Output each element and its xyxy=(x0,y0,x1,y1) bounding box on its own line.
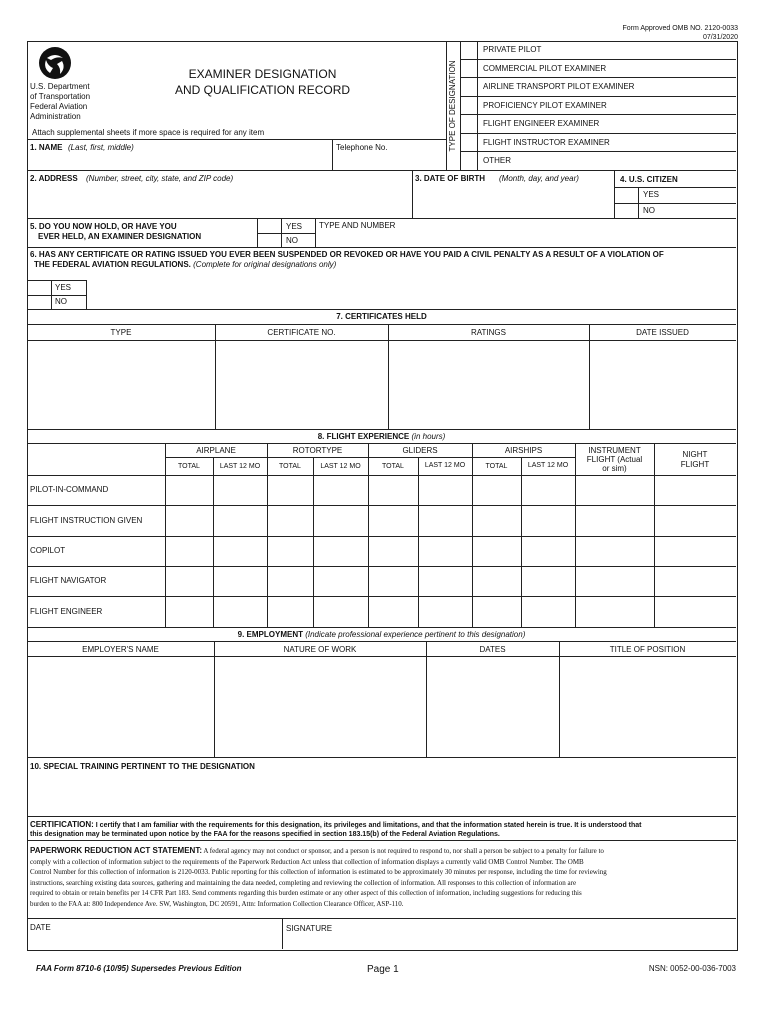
exp-group-gliders: GLIDERS xyxy=(402,446,438,455)
exp-group-rotortype: ROTORTYPE xyxy=(292,446,343,455)
exp-sub-last12: LAST 12 MO xyxy=(424,462,466,469)
exp-col-night: NIGHT FLIGHT xyxy=(680,450,710,469)
dot-logo-icon xyxy=(38,46,72,80)
designation-option-flight-engineer[interactable]: FLIGHT ENGINEER EXAMINER xyxy=(483,119,600,128)
omb-number: Form Approved OMB NO. 2120-0033 07/31/2020 xyxy=(622,25,738,41)
exp-row-flight-instruction[interactable]: FLIGHT INSTRUCTION GIVEN xyxy=(30,516,143,525)
exp-sub-total: TOTAL xyxy=(382,463,404,470)
exp-row-flight-engineer[interactable]: FLIGHT ENGINEER xyxy=(30,607,103,616)
exp-sub-total: TOTAL xyxy=(178,463,200,470)
q6-label-line1: 6. HAS ANY CERTIFICATE OR RATING ISSUED YOU EVER BEEN SUSPENDED OR REVOKED OR HAVE YOU PAID A CIVIL PENALTY AS A RESULT OF A VIOLATION OF xyxy=(30,250,664,259)
exp-col-instrument: INSTRUMENT FLIGHT (Actual or sim) xyxy=(586,446,643,473)
emp-employer-cell[interactable] xyxy=(28,657,214,757)
certificates-title: 7. CERTIFICATES HELD xyxy=(336,312,427,321)
exp-sub-total: TOTAL xyxy=(279,463,301,470)
experience-title: 8. FLIGHT EXPERIENCE (in hours) xyxy=(317,432,446,441)
signature-field[interactable]: SIGNATURE xyxy=(286,924,333,933)
cert-col-ratings: RATINGS xyxy=(471,328,506,337)
date-field[interactable]: DATE xyxy=(30,923,51,932)
cert-ratings-cell[interactable] xyxy=(389,341,589,429)
cert-col-date: DATE ISSUED xyxy=(636,328,689,337)
exp-row-flight-navigator[interactable]: FLIGHT NAVIGATOR xyxy=(30,576,107,585)
emp-col-nature: NATURE OF WORK xyxy=(283,645,357,654)
nsn-number: NSN: 0052-00-036-7003 xyxy=(648,964,736,973)
type-and-number-field[interactable]: TYPE AND NUMBER xyxy=(319,221,396,230)
emp-col-dates: DATES xyxy=(479,645,506,654)
q5-label-line1: 5. DO YOU NOW HOLD, OR HAVE YOU xyxy=(30,222,177,231)
name-field[interactable]: 1. NAME (Last, first, middle) xyxy=(30,143,134,152)
exp-group-airships: AIRSHIPS xyxy=(504,446,543,455)
form-number: FAA Form 8710-6 (10/95) Supersedes Previous Edition xyxy=(36,964,242,973)
attach-note: Attach supplemental sheets if more space is required for any item xyxy=(32,128,265,137)
exp-sub-last12: LAST 12 MO xyxy=(320,463,361,470)
q5-no-checkbox[interactable] xyxy=(258,234,281,247)
telephone-field[interactable]: Telephone No. xyxy=(336,143,388,152)
citizen-no-label: NO xyxy=(643,206,655,215)
q6-yes-checkbox[interactable] xyxy=(28,281,51,295)
designation-option-flight-instructor[interactable]: FLIGHT INSTRUCTOR EXAMINER xyxy=(483,138,610,147)
exp-sub-last12: LAST 12 MO xyxy=(527,462,569,469)
address-field[interactable]: 2. ADDRESS (Number, street, city, state, and ZIP code) xyxy=(30,174,234,183)
q5-no-label: NO xyxy=(286,236,298,245)
designation-option-airline-transport[interactable]: AIRLINE TRANSPORT PILOT EXAMINER xyxy=(483,82,635,91)
page-number: Page 1 xyxy=(367,964,399,975)
q5-yes-checkbox[interactable] xyxy=(258,219,281,233)
date-of-birth-field[interactable]: 3. DATE OF BIRTH (Month, day, and year) xyxy=(415,174,579,183)
designation-option-private-pilot[interactable]: PRIVATE PILOT xyxy=(483,45,542,54)
emp-col-employer: EMPLOYER'S NAME xyxy=(82,645,159,654)
cert-type-cell[interactable] xyxy=(28,341,215,429)
designation-option-proficiency[interactable]: PROFICIENCY PILOT EXAMINER xyxy=(483,101,607,110)
citizen-yes-checkbox[interactable] xyxy=(615,188,638,203)
q6-no-label: NO xyxy=(55,297,67,306)
q6-no-checkbox[interactable] xyxy=(28,296,51,309)
designation-vertical-label: TYPE OF DESIGNATION xyxy=(448,60,457,151)
dept-name: U.S. Department of Transportation Federal Aviation Administration xyxy=(30,82,91,121)
form-title: EXAMINER DESIGNATION AND QUALIFICATION RECORD xyxy=(174,67,351,97)
q6-yes-label: YES xyxy=(55,283,72,292)
cert-number-cell[interactable] xyxy=(216,341,388,429)
employment-title: 9. EMPLOYMENT (Indicate professional experience pertinent to this designation) xyxy=(237,630,526,639)
q5-label-line2: EVER HELD, AN EXAMINER DESIGNATION xyxy=(38,232,202,241)
designation-option-other[interactable]: OTHER xyxy=(483,156,511,165)
cert-date-cell[interactable] xyxy=(590,341,736,429)
certification-statement: CERTIFICATION: I certify that I am familiar with the requirements for this designation, its privileges and limitations, and that the information stated herein is true. It is understood that this designation may be terminated upon notice by the FAA for the reasons specified in section 183.15(b) of the Federal Aviation Regulations. xyxy=(30,820,642,838)
citizen-yes-label: YES xyxy=(643,190,660,199)
special-training-field[interactable]: 10. SPECIAL TRAINING PERTINENT TO THE DESIGNATION xyxy=(30,762,255,771)
citizen-label: 4. U.S. CITIZEN xyxy=(620,175,678,184)
emp-nature-cell[interactable] xyxy=(215,657,426,757)
citizen-no-checkbox[interactable] xyxy=(615,204,638,218)
emp-col-title: TITLE OF POSITION xyxy=(609,645,686,654)
emp-dates-cell[interactable] xyxy=(427,657,559,757)
exp-group-airplane: AIRPLANE xyxy=(196,446,236,455)
cert-col-type: TYPE xyxy=(110,328,132,337)
q5-yes-label: YES xyxy=(286,222,303,231)
exp-row-copilot[interactable]: COPILOT xyxy=(30,546,66,555)
designation-option-commercial[interactable]: COMMERCIAL PILOT EXAMINER xyxy=(483,64,607,73)
exp-row-pilot-in-command[interactable]: PILOT-IN-COMMAND xyxy=(30,485,109,494)
exp-sub-total: TOTAL xyxy=(485,463,508,470)
exp-sub-last12: LAST 12 MO xyxy=(219,463,261,470)
cert-col-number: CERTIFICATE NO. xyxy=(267,328,336,337)
emp-title-cell[interactable] xyxy=(560,657,736,757)
q6-label-line2: THE FEDERAL AVIATION REGULATIONS. (Complete for original designations only) xyxy=(34,260,337,269)
paperwork-statement: PAPERWORK REDUCTION ACT STATEMENT: A federal agency may not conduct or sponsor, and a person is not required to respond to, nor shall a person be subject to a penalty for failure to comply with a collection of information subject to the requirements of the Paperwork Reduction Act unless that collection of information displays a currently valid OMB Control Number. The OMB Control Number for this collection of information is 2120-0033. Public reporting for this collection of information is estimated to be approximately 30 minutes per response, including the time for reviewing instructions, searching existing data sources, gathering and maintaining the data needed, completing and reviewing the collection of information. All responses to this collection of information are required to obtain or retain benefits per 14 CFR Part 183. Send comments regarding this burden estimate or any other aspect of this collection of information, including suggestions for reducing this burden to the FAA at: 800 Independence Ave. SW, Washington, DC 20591, Attn: Information Collection Clearance Officer, ASP-110. xyxy=(30,846,607,908)
